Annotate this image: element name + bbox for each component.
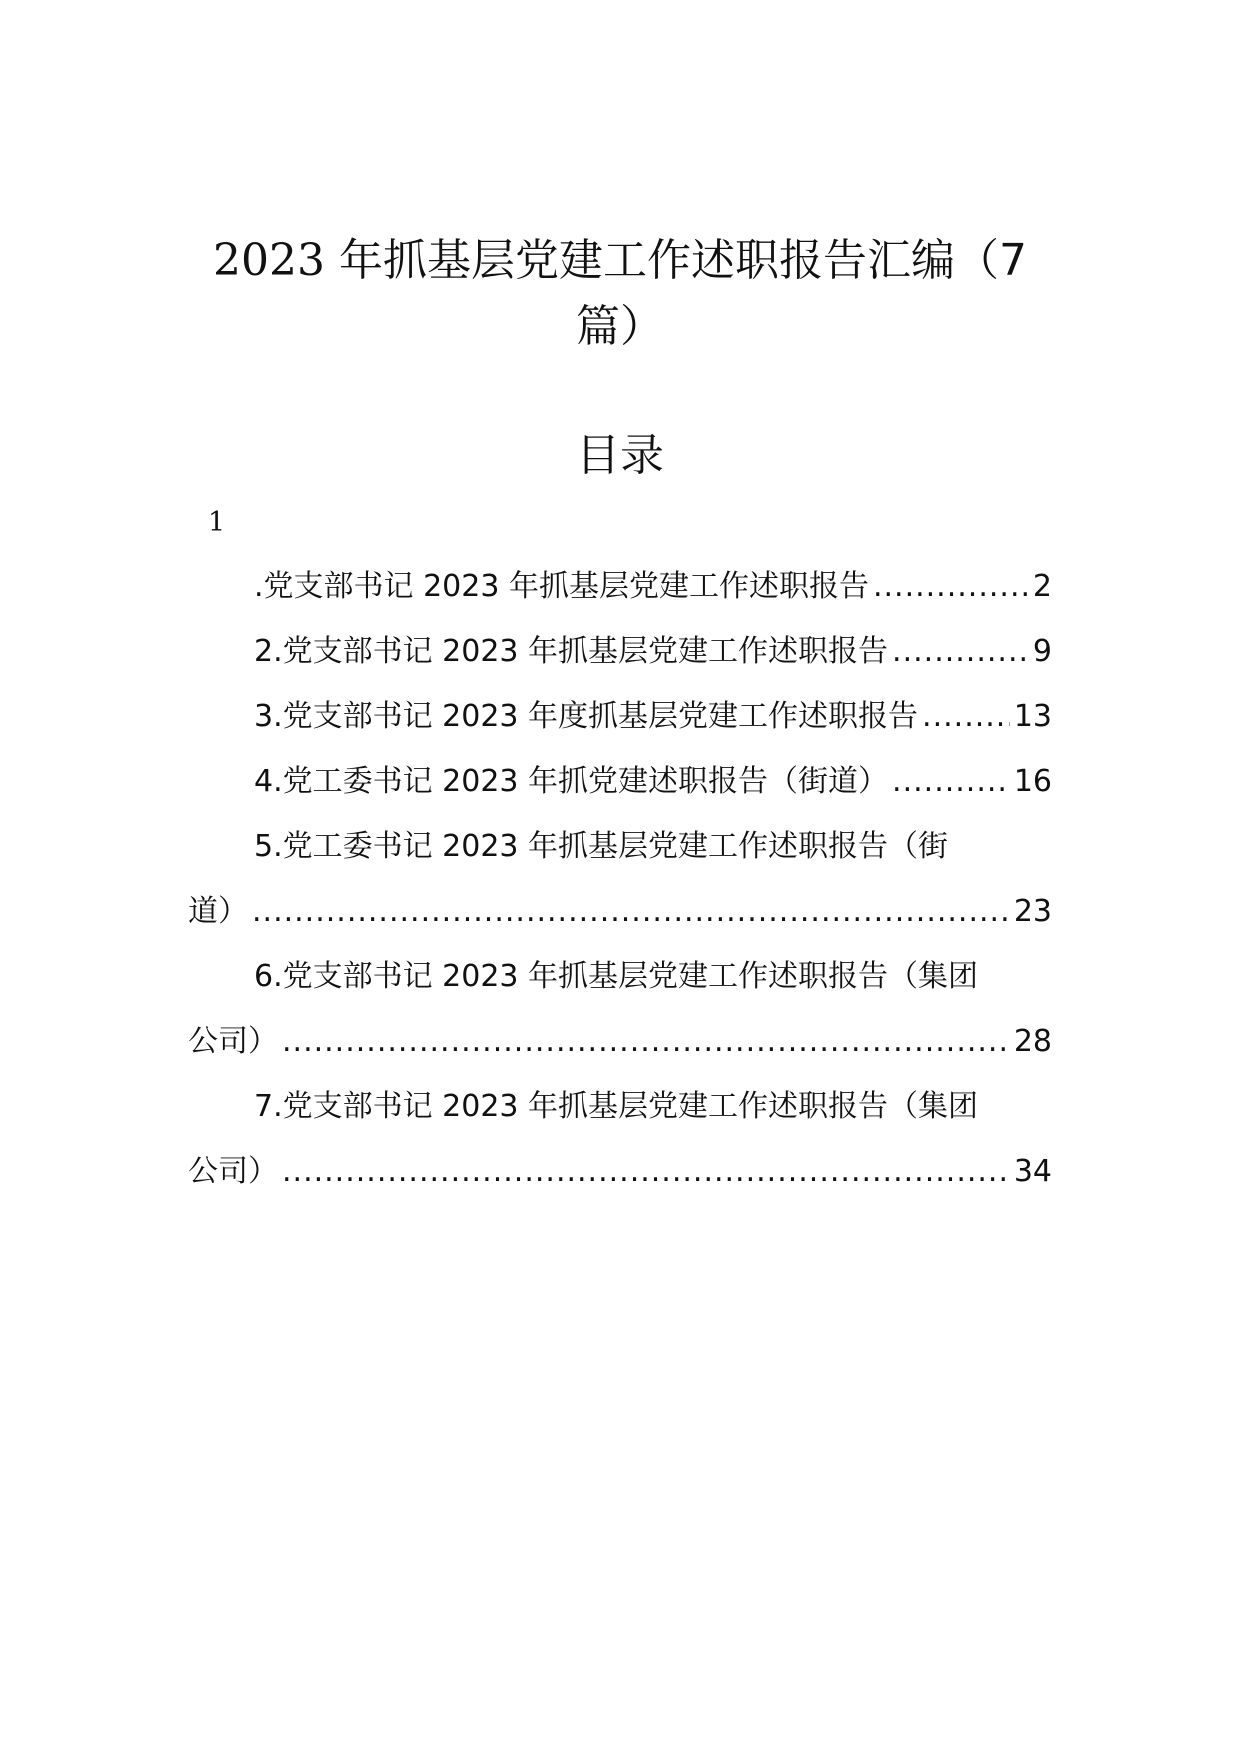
toc-entry-6[interactable]: [188, 944, 1052, 1074]
toc-leader-dots: [282, 1009, 1010, 1074]
toc-leader-dots: [892, 619, 1029, 684]
toc-entry-line-continued: [188, 1009, 1052, 1074]
stray-number: 1: [208, 507, 226, 538]
toc-entry-title: 4.党工委书记 2023 年抓党建述职报告（街道）: [254, 764, 889, 799]
toc-entry-page: 9: [1032, 634, 1052, 669]
toc-leader-dots: [922, 684, 1010, 749]
toc-entry-title-continued: 公司）: [188, 1154, 278, 1189]
toc-leader-dots: [892, 749, 1010, 814]
document-title-text: 年抓基层党建工作述职报告汇编（7: [325, 235, 1027, 286]
toc-entry-line-continued: [188, 1139, 1052, 1204]
document-title-line2: 篇）: [576, 301, 664, 352]
toc-entry-line-continued: [188, 879, 1052, 944]
toc-entry-1[interactable]: [188, 554, 1052, 619]
toc-entry-title: 5.党工委书记 2023 年抓基层党建工作述职报告（街: [254, 829, 949, 864]
document-title-year: 2023: [213, 235, 325, 286]
document-title: [210, 228, 1030, 360]
toc-entry-7[interactable]: [188, 1074, 1052, 1204]
toc-heading: 目录: [576, 430, 664, 481]
toc-entry-line: [188, 619, 1052, 684]
toc-entry-line: [188, 944, 1052, 1009]
toc-entry-page: 34: [1013, 1154, 1052, 1189]
toc-entry-title-continued: 道）: [188, 894, 248, 929]
toc-entry-page: 23: [1013, 894, 1052, 929]
toc-entry-2[interactable]: [188, 619, 1052, 684]
document-title-line1: [210, 228, 1030, 294]
toc-entry-title: .党支部书记 2023 年抓基层党建工作述职报告: [254, 569, 869, 604]
toc-entry-title-continued: 公司）: [188, 1024, 278, 1059]
toc-entry-title: 6.党支部书记 2023 年抓基层党建工作述职报告（集团: [254, 959, 979, 994]
table-of-contents: [188, 554, 1052, 1204]
toc-entry-title: 3.党支部书记 2023 年度抓基层党建工作述职报告: [254, 699, 919, 734]
toc-entry-page: 13: [1013, 699, 1052, 734]
toc-entry-page: 16: [1013, 764, 1052, 799]
toc-entry-title: 2.党支部书记 2023 年抓基层党建工作述职报告: [254, 634, 889, 669]
toc-entry-page: 28: [1013, 1024, 1052, 1059]
toc-entry-line: [188, 1074, 1052, 1139]
toc-entry-line: [188, 554, 1052, 619]
toc-leader-dots: [873, 554, 1029, 619]
toc-entry-line: [188, 684, 1052, 749]
toc-entry-page: 2: [1032, 569, 1052, 604]
toc-entry-line: [188, 749, 1052, 814]
toc-entry-5[interactable]: [188, 814, 1052, 944]
toc-leader-dots: [282, 1139, 1010, 1204]
toc-entry-4[interactable]: [188, 749, 1052, 814]
toc-entry-line: [188, 814, 1052, 879]
toc-entry-title: 7.党支部书记 2023 年抓基层党建工作述职报告（集团: [254, 1089, 979, 1124]
toc-leader-dots: [252, 879, 1010, 944]
toc-entry-3[interactable]: [188, 684, 1052, 749]
